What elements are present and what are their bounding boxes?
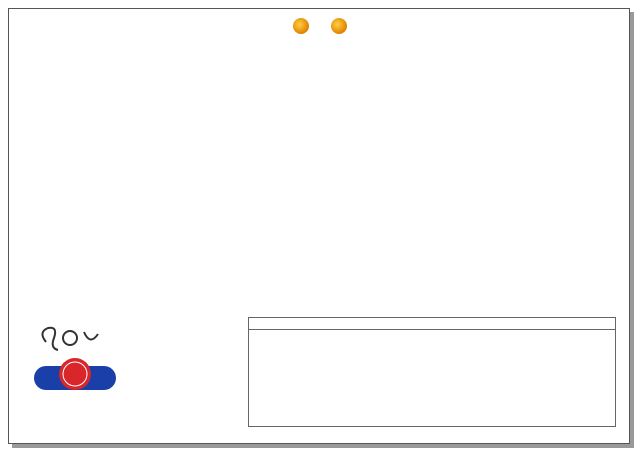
page-title bbox=[9, 15, 631, 47]
rules-box bbox=[248, 317, 616, 427]
tennis-logo bbox=[26, 322, 126, 422]
tennis-ball-icon bbox=[293, 18, 309, 34]
tennis-ball-icon bbox=[331, 18, 347, 34]
rules-title bbox=[249, 318, 615, 330]
